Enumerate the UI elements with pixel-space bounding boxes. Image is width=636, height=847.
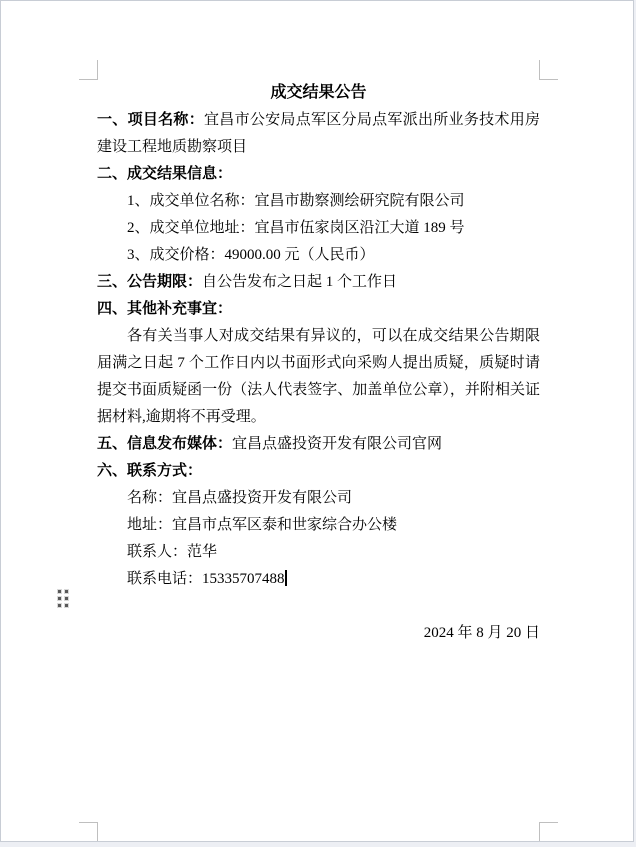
result-info-label: 二、成交结果信息： xyxy=(97,166,233,182)
paragraph-contact-phone[interactable] xyxy=(97,566,540,593)
text-cursor xyxy=(285,570,287,586)
margin-mark-bottom-left-icon xyxy=(79,822,98,842)
margin-mark-top-left-icon xyxy=(79,60,98,80)
announcement-period-label: 三、公告期限： xyxy=(97,274,203,290)
paragraph-result-info-heading[interactable] xyxy=(97,161,540,188)
paragraph-objection-notice[interactable]: 各有关当事人对成交结果有异议的，可以在成交结果公告期限届满之日起 7 个工作日内以书面形式向采购人提出质疑，质疑时请提交书面质疑函一份（法人代表签字、加盖单位公章），并附相关证据材料,逾期将不再受理。 xyxy=(97,328,540,425)
margin-mark-top-right-icon xyxy=(539,60,558,80)
date-line[interactable]: 2024 年 8 月 20 日 xyxy=(423,625,540,641)
paragraph-winner-address[interactable]: 2、成交单位地址：宜昌市伍家岗区沿江大道 189 号 xyxy=(127,220,465,236)
project-name-text: 宜昌市公安局点军区分局点军派出所业务技术用房建设工程地质勘察项目 xyxy=(97,112,540,155)
publish-media-text: 宜昌点盛投资开发有限公司官网 xyxy=(232,436,443,452)
paragraph-project-name[interactable] xyxy=(97,107,540,161)
publish-media-label: 五、信息发布媒体： xyxy=(97,436,233,452)
contact-label: 六、联系方式： xyxy=(97,463,203,479)
paragraph-contact-address[interactable]: 地址：宜昌市点军区泰和世家综合办公楼 xyxy=(127,517,398,533)
margin-mark-bottom-right-icon xyxy=(539,822,558,842)
paragraph-winner-price[interactable]: 3、成交价格：49000.00 元（人民币） xyxy=(127,247,375,263)
document-content[interactable] xyxy=(97,79,540,647)
paragraph-contact-name[interactable]: 名称：宜昌点盛投资开发有限公司 xyxy=(127,490,353,506)
drag-handle-icon[interactable] xyxy=(58,590,68,607)
other-matters-label: 四、其他补充事宜： xyxy=(97,301,233,317)
project-name-label: 一、项目名称： xyxy=(97,112,204,128)
paragraph-winner-name[interactable]: 1、成交单位名称：宜昌市勘察测绘研究院有限公司 xyxy=(127,193,465,209)
document-title: 成交结果公告 xyxy=(270,84,367,101)
paragraph-contact-person[interactable]: 联系人：范华 xyxy=(127,544,218,560)
paragraph-other-matters-heading[interactable] xyxy=(97,296,540,323)
paragraph-announcement-period[interactable] xyxy=(97,269,540,296)
contact-phone-text: 联系电话：15335707488 xyxy=(127,571,285,587)
announcement-period-text: 自公告发布之日起 1 个工作日 xyxy=(202,274,398,290)
paragraph-contact-heading[interactable] xyxy=(97,458,540,485)
paragraph-publish-media[interactable] xyxy=(97,431,540,458)
